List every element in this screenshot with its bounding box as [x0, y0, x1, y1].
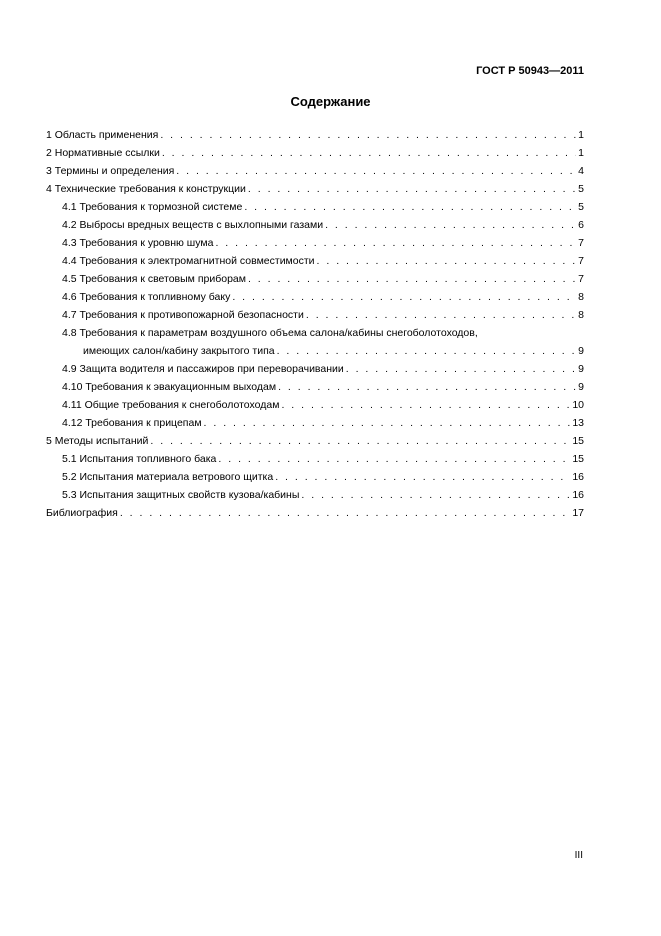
- toc-entry-label: 4.6 Требования к топливному баку: [62, 291, 231, 303]
- toc-entry-label: 4.8 Требования к параметрам воздушного объема салона/кабины снегоболотоходов,: [62, 327, 478, 339]
- leader-dots: [120, 504, 570, 522]
- leader-dots: [278, 378, 576, 396]
- toc-entry-page: 5: [578, 183, 584, 195]
- toc-entry-page: 1: [578, 147, 584, 159]
- toc-entry-label: 4 Технические требования к конструкции: [46, 183, 246, 195]
- toc-entry-4-11: [46, 396, 584, 414]
- toc-entry-page: 17: [572, 507, 584, 519]
- toc-entry-page: 7: [578, 273, 584, 285]
- toc-entry-4-2: [46, 216, 584, 234]
- toc-entry-5-1: [46, 450, 584, 468]
- leader-dots: [301, 486, 570, 504]
- document-id: ГОСТ Р 50943—2011: [476, 65, 584, 77]
- toc-entry-page: 16: [572, 489, 584, 501]
- toc-entry-4-8: [46, 324, 584, 360]
- toc-entry-page: 6: [578, 219, 584, 231]
- toc-entry-5-2: [46, 468, 584, 486]
- leader-dots: [317, 252, 577, 270]
- toc-entry-page: 8: [578, 291, 584, 303]
- toc-entry-label: 4.2 Выбросы вредных веществ с выхлопными газами: [62, 219, 324, 231]
- toc-entry-page: 8: [578, 309, 584, 321]
- toc-entry-label: 4.7 Требования к противопожарной безопасности: [62, 309, 304, 321]
- toc-entry-3: [46, 162, 584, 180]
- toc-entry-label-continuation: имеющих салон/кабину закрытого типа: [83, 345, 275, 357]
- toc-entry-1: [46, 126, 584, 144]
- table-of-contents: [46, 126, 584, 522]
- toc-entry-label: 1 Область применения: [46, 129, 159, 141]
- leader-dots: [204, 414, 571, 432]
- toc-entry-4-3: [46, 234, 584, 252]
- leader-dots: [150, 432, 570, 450]
- toc-entry-4-10: [46, 378, 584, 396]
- toc-entry-4-1: [46, 198, 584, 216]
- page-title: Содержание: [290, 94, 371, 109]
- toc-entry-label: 2 Нормативные ссылки: [46, 147, 160, 159]
- leader-dots: [248, 270, 576, 288]
- toc-entry-label: 5.1 Испытания топливного бака: [62, 453, 217, 465]
- toc-entry-2: [46, 144, 584, 162]
- toc-entry-page: 13: [572, 417, 584, 429]
- toc-entry-page: 9: [578, 381, 584, 393]
- toc-entry-4: [46, 180, 584, 198]
- toc-entry-page: 15: [572, 435, 584, 447]
- toc-entry-4-4: [46, 252, 584, 270]
- leader-dots: [176, 162, 576, 180]
- toc-entry-label: 4.1 Требования к тормозной системе: [62, 201, 243, 213]
- leader-dots: [160, 126, 576, 144]
- leader-dots: [275, 468, 570, 486]
- toc-entry-page: 9: [578, 363, 584, 375]
- toc-entry-4-12: [46, 414, 584, 432]
- toc-entry-5-3: [46, 486, 584, 504]
- leader-dots: [281, 396, 570, 414]
- toc-entry-page: 1: [578, 129, 584, 141]
- toc-entry-label: 5.2 Испытания материала ветрового щитка: [62, 471, 274, 483]
- toc-entry-page: 15: [572, 453, 584, 465]
- leader-dots: [346, 360, 576, 378]
- leader-dots: [162, 144, 576, 162]
- toc-entry-4-5: [46, 270, 584, 288]
- leader-dots: [232, 288, 576, 306]
- toc-entry-5: [46, 432, 584, 450]
- toc-entry-label: 4.5 Требования к световым приборам: [62, 273, 246, 285]
- toc-entry-page: 4: [578, 165, 584, 177]
- leader-dots: [306, 306, 576, 324]
- leader-dots: [244, 198, 576, 216]
- leader-dots: [277, 342, 577, 360]
- leader-dots: [325, 216, 576, 234]
- toc-entry-bibliography: [46, 504, 584, 522]
- toc-entry-label: 4.9 Защита водителя и пассажиров при переворачивании: [62, 363, 344, 375]
- toc-entry-page: 7: [578, 237, 584, 249]
- toc-entry-label: 5 Методы испытаний: [46, 435, 149, 447]
- toc-entry-label: 3 Термины и определения: [46, 165, 175, 177]
- toc-entry-label: 4.11 Общие требования к снегоболотоходам: [62, 399, 280, 411]
- toc-entry-4-7: [46, 306, 584, 324]
- toc-entry-page: 9: [578, 345, 584, 357]
- leader-dots: [218, 450, 570, 468]
- toc-entry-page: 5: [578, 201, 584, 213]
- toc-entry-label: 4.4 Требования к электромагнитной совместимости: [62, 255, 315, 267]
- leader-dots: [248, 180, 576, 198]
- toc-entry-page: 10: [572, 399, 584, 411]
- toc-entry-4-9: [46, 360, 584, 378]
- toc-entry-label: 5.3 Испытания защитных свойств кузова/кабины: [62, 489, 300, 501]
- toc-entry-4-6: [46, 288, 584, 306]
- page-number: III: [574, 850, 583, 861]
- toc-entry-label: 4.3 Требования к уровню шума: [62, 237, 214, 249]
- leader-dots: [215, 234, 576, 252]
- toc-entry-label: 4.10 Требования к эвакуационным выходам: [62, 381, 277, 393]
- toc-entry-page: 16: [572, 471, 584, 483]
- toc-entry-page: 7: [578, 255, 584, 267]
- toc-entry-label: 4.12 Требования к прицепам: [62, 417, 202, 429]
- toc-entry-label: Библиография: [46, 507, 118, 519]
